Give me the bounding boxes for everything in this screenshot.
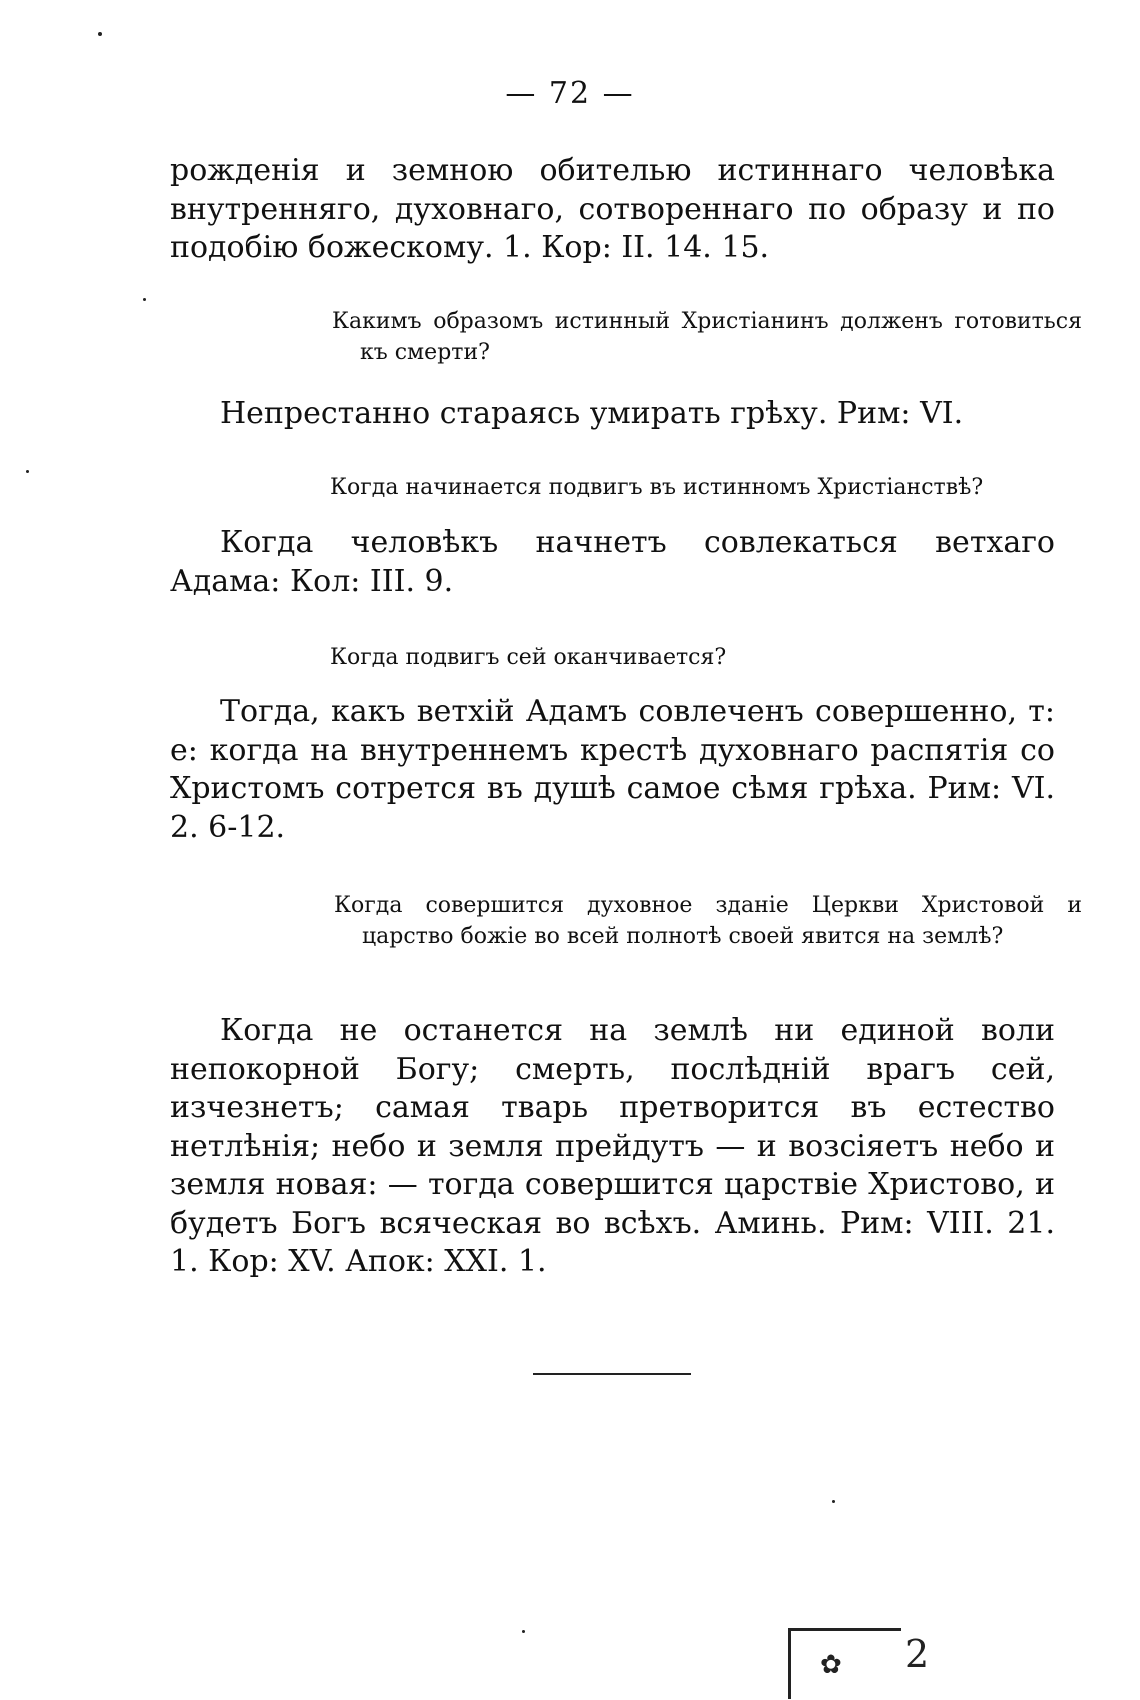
answer-paragraph bbox=[170, 1012, 1055, 1282]
answer-text: Тогда, какъ ветхій Адамъ совлеченъ совершенно, т: е: когда на внутреннемъ крестѣ духовнаго распятія со Христомъ сотрется въ душѣ самое сѣмя грѣха. Рим: VI. 2. 6-12. bbox=[170, 694, 1055, 845]
answer-paragraph bbox=[170, 693, 1055, 847]
stamp-number: 2 bbox=[905, 1632, 930, 1676]
stamp-emblem-icon: ✿ bbox=[820, 1650, 842, 1680]
scan-speck bbox=[522, 1630, 525, 1633]
stamp-frame bbox=[788, 1628, 901, 1699]
question-text: Когда подвигъ сей оканчивается? bbox=[330, 645, 727, 670]
scan-speck bbox=[26, 470, 29, 473]
page-number: — 72 — bbox=[505, 76, 635, 111]
answer-paragraph bbox=[170, 152, 1055, 268]
answer-text: Когда человѣкъ начнетъ совлекаться ветхаго Адама: Кол: III. 9. bbox=[170, 525, 1055, 599]
question-heading bbox=[330, 472, 1055, 503]
question-heading bbox=[332, 306, 1082, 368]
answer-text: рожденія и земною обителью истиннаго человѣка внутренняго, духовнаго, сотвореннаго по образу и по подобію божескому. 1. Кор: II. 14. 15. bbox=[170, 153, 1055, 265]
scan-speck bbox=[832, 1500, 835, 1503]
answer-text: Непрестанно стараясь умирать грѣху. Рим: VI. bbox=[220, 396, 964, 431]
question-heading bbox=[334, 890, 1082, 952]
scan-speck bbox=[98, 32, 102, 36]
answer-text: Когда не останется на землѣ ни единой воли непокорной Богу; смерть, послѣдній врагъ сей, изчезнетъ; самая тварь претворится въ естество нетлѣнія; небо и земля прейдутъ — и возсіяетъ небо и земля новая: — тогда совершится царствіе Христово, и будетъ Богъ всяческая во всѣхъ. Аминь. Рим: VIII. 21. 1. Кор: XV. Апок: XXI. 1. bbox=[170, 1013, 1055, 1279]
answer-paragraph bbox=[170, 524, 1055, 601]
question-text: Когда совершится духовное зданіе Церкви Христовой и царство божіе во всей полнотѣ своей явится на землѣ? bbox=[334, 893, 1082, 949]
question-text: Когда начинается подвигъ въ истинномъ Христіанствѣ? bbox=[330, 475, 984, 500]
answer-paragraph bbox=[220, 395, 1055, 434]
question-text: Какимъ образомъ истинный Христіанинъ долженъ готовиться къ смерти? bbox=[332, 309, 1082, 365]
scan-speck bbox=[143, 298, 146, 301]
library-stamp bbox=[780, 1620, 1140, 1700]
end-rule bbox=[533, 1373, 691, 1375]
question-heading bbox=[330, 642, 1055, 673]
